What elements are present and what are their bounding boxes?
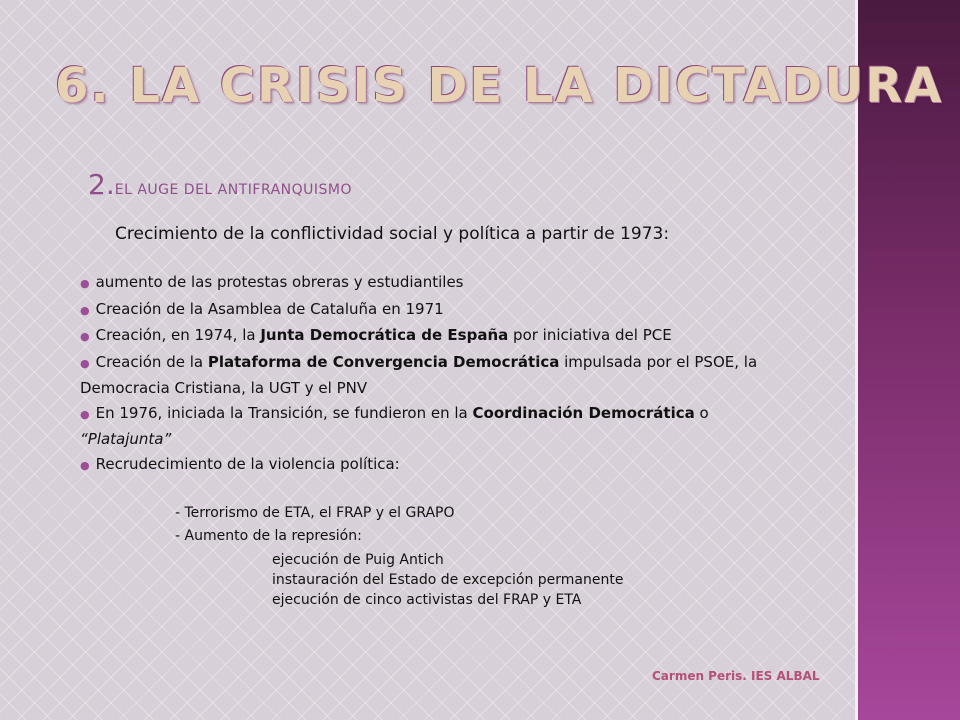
violence-sublist [175,502,455,548]
bullet-dot-icon: ● [80,407,90,421]
repression-sublist [272,550,623,610]
sub-sub-item: instauración del Estado de excepción permanente [272,572,624,588]
bullet-text: aumento de las protestas obreras y estudiantiles [95,273,464,291]
bullet-dot-icon: ● [80,303,90,317]
bullet-text: “Platajunta” [80,430,172,448]
bullet-text: Creación de la Asamblea de Cataluña en 1971 [95,299,444,318]
bullet-text: Junta Democrática de España [260,326,509,344]
bullet-text: Coordinación Democrática [472,403,695,422]
bullet-dot-icon: ● [80,330,90,343]
bullet-text: Plataforma de Convergencia Democrática [207,352,560,371]
sub-sub-item: ejecución de Puig Antich [272,552,444,568]
bullet-text: Creación de la [95,352,208,371]
bullet-item [80,323,780,350]
bullet-dot-icon: ● [80,356,90,370]
subtitle-number: 2. [88,168,115,201]
bullet-item [80,270,780,297]
bullet-text: Recrudecimiento de la violencia política: [95,454,400,473]
sub-sub-item: ejecución de cinco activistas del FRAP y ETA [272,592,582,608]
footer-credit: Carmen Peris. IES ALBAL [652,669,820,683]
bullet-dot-icon: ● [80,277,90,290]
intro-text: Crecimiento de la conflictividad social y política a partir de 1973: [115,224,670,244]
bullet-text: Creación, en 1974, la [95,326,261,344]
sub-item: - Aumento de la represión: [175,528,362,544]
bullet-item [80,350,780,401]
subtitle-text: EL AUGE DEL ANTIFRANQUISMO [114,182,353,198]
sub-item: - Terrorismo de ETA, el FRAP y el GRAPO [175,505,455,521]
bullet-list [80,270,780,478]
bullet-text: o [694,403,709,422]
bullet-text: En 1976, iniciada la Transición, se fundieron en la [95,403,473,422]
bullet-item [80,297,780,324]
bullet-item [80,401,780,452]
slide-title: 6. LA CRISIS DE LA DICTADURA [55,58,944,114]
section-subtitle [88,168,352,201]
bullet-text: por iniciativa del PCE [508,326,672,344]
bullet-dot-icon: ● [80,458,90,472]
bullet-text: impulsada por el PSOE, la Democracia Cristiana, la UGT y el PNV [80,352,758,397]
bullet-item [80,452,780,479]
